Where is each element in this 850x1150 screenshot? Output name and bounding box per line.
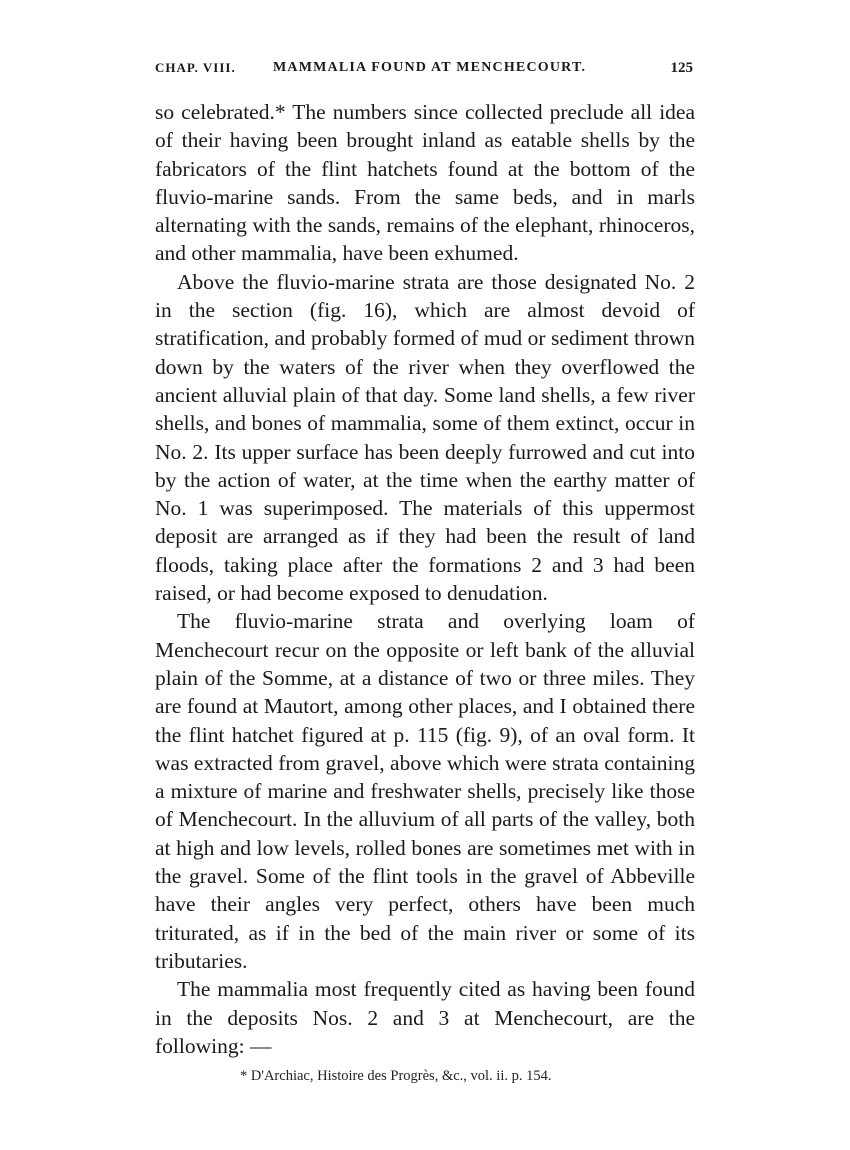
page-number: 125 (670, 60, 693, 76)
paragraph-3: The fluvio-marine strata and overlying loam of Menchecourt recur on the opposite or left bank of the alluvial plain of the Somme, at a distance of two or three miles. They are found at Mautort, among other places, and I obtained there the flint hatchet figured at p. 115 (fig. 9), of an oval form. It was extracted from gravel, above which were strata containing a mixture of marine and freshwater shells, precisely like those of Menchecourt. In the alluvium of all parts of the valley, both at high and low levels, rolled bones are sometimes met with in the gravel. Some of the flint tools in the gravel of Abbeville have their angles very perfect, others have been much triturated, as if in the bed of the main river or some of its tributaries. (155, 609, 695, 973)
footnote: * D'Archiac, Histoire des Progrès, &c., vol. ii. p. 154. (240, 1068, 552, 1084)
paragraph-4: The mammalia most frequently cited as having been found in the deposits Nos. 2 and 3 at Menchecourt, are the following: — (155, 977, 695, 1058)
running-head (155, 60, 693, 82)
chapter-label: CHAP. VIII. (155, 60, 236, 75)
body-text (155, 98, 695, 1060)
running-title: MAMMALIA FOUND AT MENCHECOURT. (273, 60, 587, 75)
paragraph-1: so celebrated.* The numbers since collected preclude all idea of their having been brought inland as eatable shells by the fabricators of the flint hatchets found at the bottom of the fluvio-marine sands. From the same beds, and in marls alternating with the sands, remains of the elephant, rhinoceros, and other mammalia, have been exhumed. (155, 100, 695, 266)
paragraph-2: Above the fluvio-marine strata are those designated No. 2 in the section (fig. 16), which are almost devoid of stratification, and probably formed of mud or sediment thrown down by the waters of the river when they overflowed the ancient alluvial plain of that day. Some land shells, a few river shells, and bones of mammalia, some of them extinct, occur in No. 2. Its upper surface has been deeply furrowed and cut into by the action of water, at the time when the earthy matter of No. 1 was superimposed. The materials of this uppermost deposit are arranged as if they had been the result of land floods, taking place after the formations 2 and 3 had been raised, or had become exposed to denudation. (155, 269, 695, 606)
